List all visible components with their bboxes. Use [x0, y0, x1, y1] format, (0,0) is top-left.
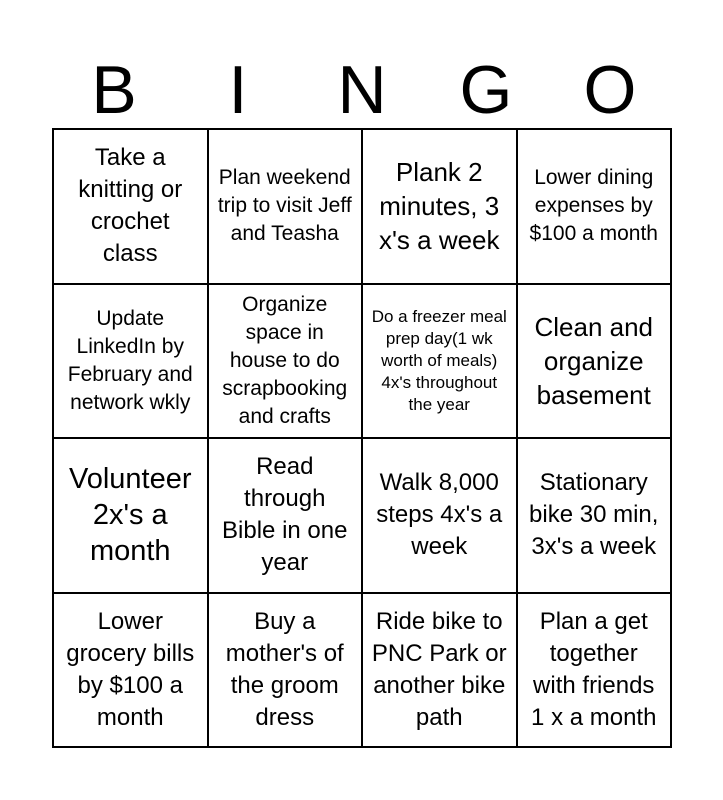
- bingo-cell[interactable]: [362, 438, 517, 593]
- bingo-cell[interactable]: [362, 593, 517, 748]
- bingo-cell[interactable]: [362, 284, 517, 439]
- cell-text: Organize space in house to do scrapbooking and crafts: [222, 292, 348, 428]
- cell-text: Stationary bike 30 min, 3x's a week: [529, 469, 659, 561]
- bingo-cell[interactable]: [517, 593, 672, 748]
- bingo-cell[interactable]: [208, 438, 363, 593]
- cell-text: Buy a mother's of the groom dress: [225, 607, 344, 731]
- bingo-cell[interactable]: [53, 438, 208, 593]
- cell-text: Plan weekend trip to visit Jeff and Teasha: [217, 166, 352, 246]
- cell-text: Clean and organize basement: [534, 311, 654, 410]
- cell-text: Plan a get together with friends 1 x a month: [531, 607, 657, 731]
- cell-text: Take a knitting or crochet class: [78, 144, 183, 268]
- cell-text: Ride bike to PNC Park or another bike path: [371, 607, 507, 731]
- bingo-cell[interactable]: [53, 593, 208, 748]
- cell-text: Walk 8,000 steps 4x's a week: [376, 469, 503, 561]
- cell-text: Read through Bible in one year: [222, 453, 348, 577]
- cell-text: Lower grocery bills by $100 a month: [66, 607, 195, 731]
- bingo-cell[interactable]: [53, 284, 208, 439]
- header-letter-b: B: [91, 52, 137, 128]
- header-letter-n: N: [337, 52, 387, 128]
- bingo-cell[interactable]: [517, 284, 672, 439]
- bingo-cell[interactable]: [53, 129, 208, 284]
- header-letter-i: I: [228, 52, 248, 128]
- bingo-cell[interactable]: [208, 129, 363, 284]
- bingo-cell[interactable]: [362, 129, 517, 284]
- header-letter-g: G: [459, 52, 513, 128]
- cell-text: Update LinkedIn by February and network wkly: [67, 306, 193, 414]
- bingo-header: [52, 52, 672, 128]
- cell-text: Lower dining expenses by $100 a month: [529, 166, 658, 246]
- bingo-cell[interactable]: [208, 593, 363, 748]
- bingo-cell[interactable]: [208, 284, 363, 439]
- cell-text: Do a freezer meal prep day(1 wk worth of meals) 4x's throughout the year: [371, 306, 507, 414]
- cell-text: Plank 2 minutes, 3 x's a week: [378, 157, 500, 256]
- cell-text: Volunteer 2x's a month: [68, 463, 192, 568]
- bingo-grid: [52, 128, 672, 748]
- header-letter-o: O: [583, 52, 637, 128]
- bingo-cell[interactable]: [517, 438, 672, 593]
- bingo-cell[interactable]: [517, 129, 672, 284]
